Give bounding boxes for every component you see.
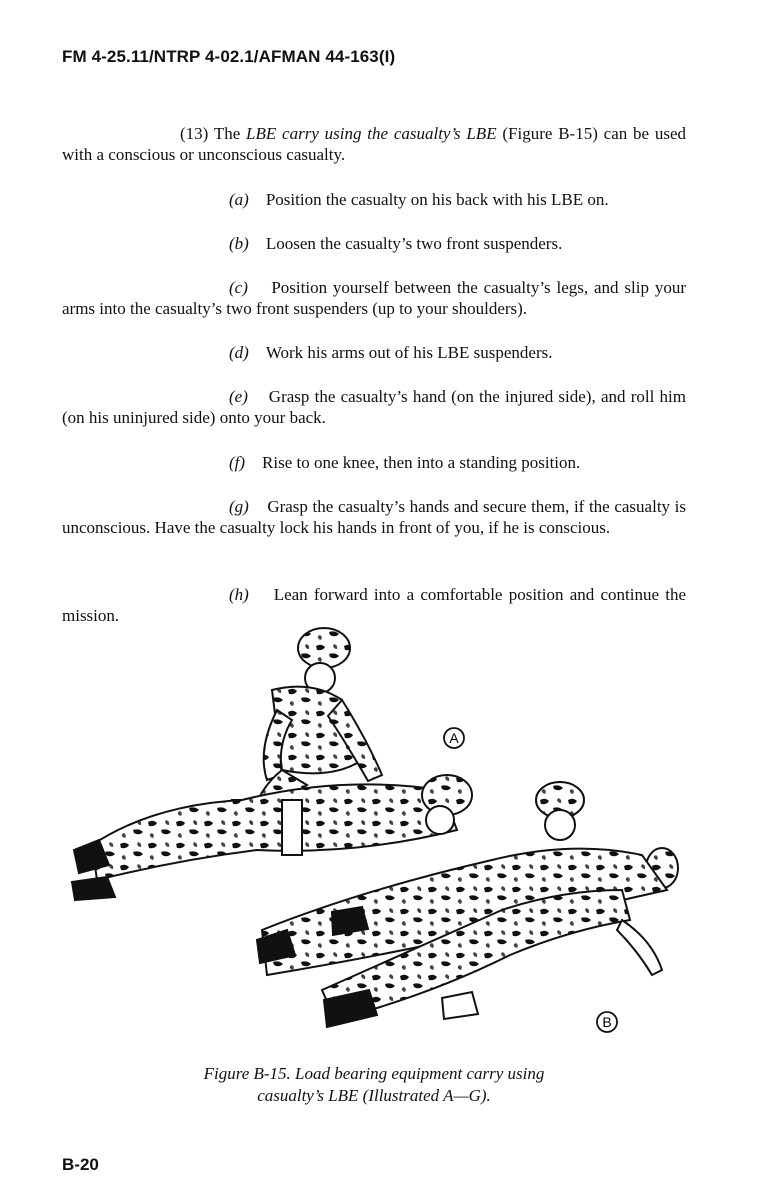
step-letter: (c) bbox=[229, 278, 248, 297]
step-text: Loosen the casualty’s two front suspenders. bbox=[265, 234, 563, 253]
document-header: FM 4-25.11/NTRP 4-02.1/AFMAN 44-163(I) bbox=[62, 47, 396, 66]
intro-post: (Figure B-15) can be used with a conscious or unconscious casualty. bbox=[62, 124, 687, 164]
casualty-carry-illustration bbox=[62, 620, 702, 1050]
step-text: Lean forward into a comfortable position and continue the mission. bbox=[62, 585, 686, 625]
label-b: B bbox=[602, 1014, 612, 1030]
step-g bbox=[62, 496, 686, 538]
page-number: B-20 bbox=[62, 1155, 99, 1174]
step-text: Position yourself between the casualty’s legs, and slip your arms into the casualty’s two front suspenders (up to your shoulders). bbox=[62, 278, 687, 318]
step-text: Work his arms out of his LBE suspenders. bbox=[265, 343, 553, 362]
step-b bbox=[62, 233, 686, 254]
step-letter: (d) bbox=[229, 343, 249, 362]
step-letter: (g) bbox=[229, 497, 249, 516]
intro-paragraph bbox=[62, 123, 686, 165]
step-c bbox=[62, 277, 686, 319]
paragraph-number: (13) bbox=[180, 124, 209, 143]
step-text: Rise to one knee, then into a standing position. bbox=[262, 453, 581, 472]
intro-pre: The bbox=[213, 124, 241, 143]
step-f bbox=[62, 452, 686, 473]
step-letter: (e) bbox=[229, 387, 248, 406]
step-letter: (b) bbox=[229, 234, 249, 253]
step-letter: (h) bbox=[229, 585, 249, 604]
step-text: Grasp the casualty’s hand (on the injured side), and roll him (on his uninjured side) onto your back. bbox=[62, 387, 687, 427]
figure-caption-line-1: Figure B-15. Load bearing equipment carry using bbox=[203, 1064, 545, 1083]
step-letter: (a) bbox=[229, 190, 249, 209]
step-text: Grasp the casualty’s hands and secure them, if the casualty is unconscious. Have the casualty lock his hands in front of you, if he is conscious. bbox=[62, 497, 687, 537]
step-text: Position the casualty on his back with his LBE on. bbox=[265, 190, 609, 209]
step-d bbox=[62, 342, 686, 363]
step-a bbox=[62, 189, 686, 210]
figure-caption-line-2: casualty’s LBE (Illustrated A—G). bbox=[257, 1086, 491, 1105]
step-e bbox=[62, 386, 686, 428]
intro-italic-term: LBE carry using the casualty’s LBE bbox=[246, 124, 497, 143]
step-letter: (f) bbox=[229, 453, 246, 472]
label-b-marker bbox=[597, 1012, 617, 1032]
label-a-marker bbox=[444, 728, 464, 748]
label-a: A bbox=[449, 730, 459, 746]
